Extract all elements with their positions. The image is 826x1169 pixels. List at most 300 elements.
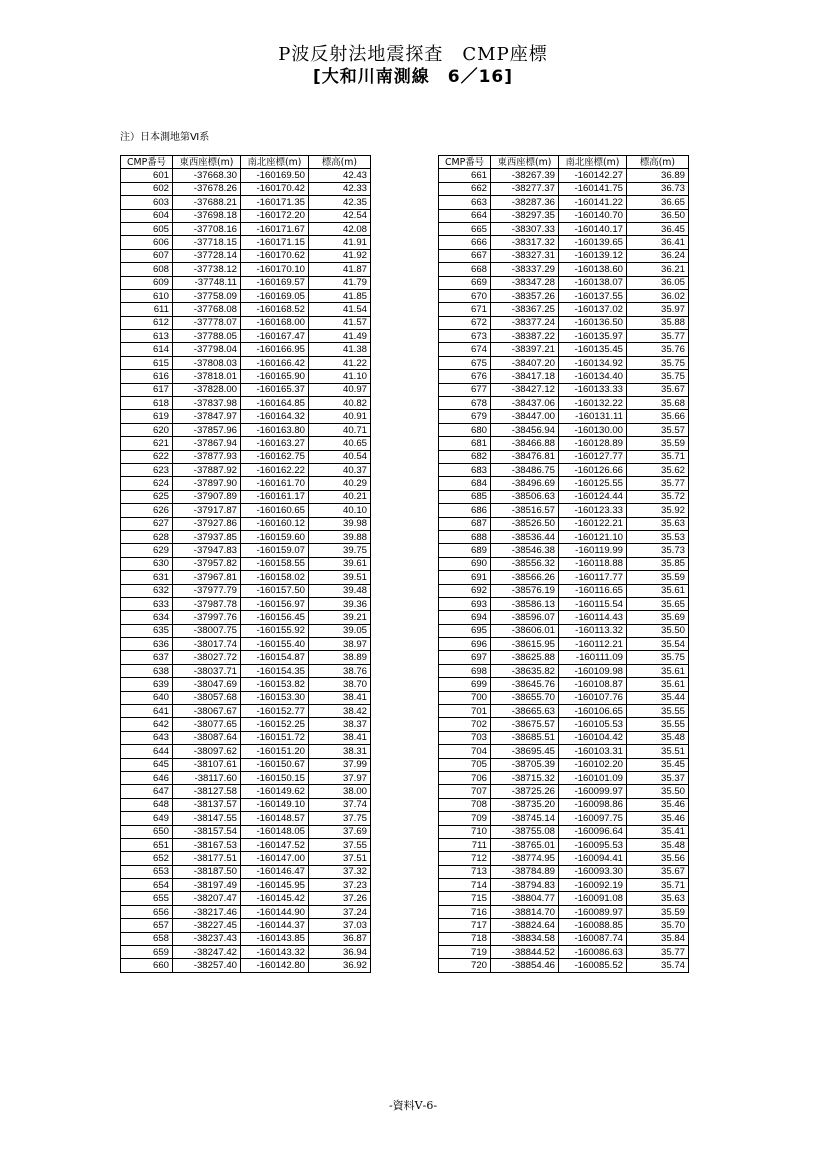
northing-cell: -160160.65	[241, 504, 309, 517]
northing-cell: -160135.97	[559, 330, 627, 343]
northing-cell: -160154.87	[241, 651, 309, 664]
elevation-cell: 35.97	[627, 303, 689, 316]
cmp-number-cell: 675	[439, 356, 491, 369]
cmp-number-cell: 718	[439, 932, 491, 945]
table-row	[121, 611, 371, 624]
northing-cell: -160087.74	[559, 932, 627, 945]
northing-cell: -160143.85	[241, 932, 309, 945]
easting-cell: -38486.75	[491, 463, 559, 476]
elevation-cell: 42.43	[309, 169, 371, 182]
easting-cell: -38127.58	[173, 785, 241, 798]
northing-cell: -160155.92	[241, 624, 309, 637]
cmp-number-cell: 709	[439, 812, 491, 825]
cmp-number-cell: 692	[439, 584, 491, 597]
table-row	[121, 879, 371, 892]
northing-cell: -160158.55	[241, 557, 309, 570]
easting-cell: -37748.11	[173, 276, 241, 289]
page-subtitle: [大和川南測線 6／16]	[312, 67, 514, 87]
easting-cell: -38596.07	[491, 611, 559, 624]
easting-cell: -37967.81	[173, 571, 241, 584]
easting-cell: -38566.26	[491, 571, 559, 584]
elevation-cell: 41.87	[309, 263, 371, 276]
easting-cell: -38397.21	[491, 343, 559, 356]
elevation-cell: 36.94	[309, 946, 371, 959]
elevation-cell: 39.61	[309, 557, 371, 570]
easting-cell: -38715.32	[491, 771, 559, 784]
table-row	[439, 330, 689, 343]
elevation-cell: 35.63	[627, 892, 689, 905]
easting-cell: -38824.64	[491, 919, 559, 932]
elevation-cell: 41.79	[309, 276, 371, 289]
cmp-number-cell: 620	[121, 423, 173, 436]
cmp-number-cell: 659	[121, 946, 173, 959]
table-row	[439, 798, 689, 811]
elevation-cell: 35.57	[627, 423, 689, 436]
northing-cell: -160167.47	[241, 330, 309, 343]
table-row	[121, 370, 371, 383]
cmp-number-cell: 618	[121, 397, 173, 410]
easting-cell: -38287.36	[491, 196, 559, 209]
northing-cell: -160142.27	[559, 169, 627, 182]
northing-cell: -160156.97	[241, 597, 309, 610]
cmp-number-cell: 700	[439, 691, 491, 704]
table-row	[121, 584, 371, 597]
northing-cell: -160103.31	[559, 745, 627, 758]
elevation-cell: 35.73	[627, 544, 689, 557]
table-row	[439, 745, 689, 758]
northing-cell: -160085.52	[559, 959, 627, 972]
northing-cell: -160145.95	[241, 879, 309, 892]
elevation-cell: 37.24	[309, 905, 371, 918]
elevation-cell: 35.77	[627, 330, 689, 343]
elevation-cell: 42.54	[309, 209, 371, 222]
easting-cell: -38167.53	[173, 838, 241, 851]
elevation-cell: 36.92	[309, 959, 371, 972]
northing-cell: -160128.89	[559, 437, 627, 450]
northing-cell: -160169.05	[241, 289, 309, 302]
table-row	[121, 959, 371, 972]
col-header-elevation: 標高(m)	[309, 156, 371, 169]
northing-cell: -160132.22	[559, 397, 627, 410]
easting-cell: -38377.24	[491, 316, 559, 329]
easting-cell: -37987.78	[173, 597, 241, 610]
table-row	[439, 611, 689, 624]
cmp-number-cell: 646	[121, 771, 173, 784]
cmp-number-cell: 640	[121, 691, 173, 704]
cmp-table-right	[438, 155, 689, 973]
elevation-cell: 40.54	[309, 450, 371, 463]
table-row	[121, 196, 371, 209]
table-row	[439, 771, 689, 784]
elevation-cell: 36.50	[627, 209, 689, 222]
easting-cell: -37997.76	[173, 611, 241, 624]
elevation-cell: 38.42	[309, 705, 371, 718]
easting-cell: -38725.26	[491, 785, 559, 798]
elevation-cell: 36.02	[627, 289, 689, 302]
table-row	[439, 437, 689, 450]
cmp-number-cell: 621	[121, 437, 173, 450]
easting-cell: -37808.03	[173, 356, 241, 369]
easting-cell: -38027.72	[173, 651, 241, 664]
northing-cell: -160144.90	[241, 905, 309, 918]
elevation-cell: 41.38	[309, 343, 371, 356]
cmp-number-cell: 630	[121, 557, 173, 570]
easting-cell: -37927.86	[173, 517, 241, 530]
northing-cell: -160139.65	[559, 236, 627, 249]
easting-cell: -37818.01	[173, 370, 241, 383]
elevation-cell: 35.76	[627, 343, 689, 356]
easting-cell: -38007.75	[173, 624, 241, 637]
table-row	[439, 624, 689, 637]
northing-cell: -160165.90	[241, 370, 309, 383]
northing-cell: -160148.57	[241, 812, 309, 825]
cmp-number-cell: 629	[121, 544, 173, 557]
table-row	[439, 597, 689, 610]
northing-cell: -160166.95	[241, 343, 309, 356]
northing-cell: -160088.85	[559, 919, 627, 932]
table-row	[121, 356, 371, 369]
table-row	[121, 517, 371, 530]
northing-cell: -160170.10	[241, 263, 309, 276]
elevation-cell: 36.89	[627, 169, 689, 182]
easting-cell: -38735.20	[491, 798, 559, 811]
elevation-cell: 35.65	[627, 597, 689, 610]
easting-cell: -37678.26	[173, 182, 241, 195]
elevation-cell: 39.36	[309, 597, 371, 610]
easting-cell: -38526.50	[491, 517, 559, 530]
northing-cell: -160158.02	[241, 571, 309, 584]
northing-cell: -160136.50	[559, 316, 627, 329]
northing-cell: -160124.44	[559, 490, 627, 503]
cmp-number-cell: 616	[121, 370, 173, 383]
table-row	[121, 798, 371, 811]
easting-cell: -37708.16	[173, 222, 241, 235]
easting-cell: -38655.70	[491, 691, 559, 704]
cmp-number-cell: 714	[439, 879, 491, 892]
table-row	[121, 423, 371, 436]
cmp-number-cell: 660	[121, 959, 173, 972]
northing-cell: -160104.42	[559, 731, 627, 744]
cmp-number-cell: 603	[121, 196, 173, 209]
table-row	[439, 370, 689, 383]
table-row	[439, 838, 689, 851]
cmp-number-cell: 691	[439, 571, 491, 584]
northing-cell: -160164.85	[241, 397, 309, 410]
northing-cell: -160089.97	[559, 905, 627, 918]
northing-cell: -160134.40	[559, 370, 627, 383]
cmp-number-cell: 615	[121, 356, 173, 369]
elevation-cell: 35.85	[627, 557, 689, 570]
northing-cell: -160131.11	[559, 410, 627, 423]
table-row	[439, 316, 689, 329]
elevation-cell: 40.71	[309, 423, 371, 436]
table-row	[439, 249, 689, 262]
northing-cell: -160144.37	[241, 919, 309, 932]
cmp-number-cell: 623	[121, 463, 173, 476]
northing-cell: -160146.47	[241, 865, 309, 878]
northing-cell: -160125.55	[559, 477, 627, 490]
table-row	[121, 303, 371, 316]
easting-cell: -38427.12	[491, 383, 559, 396]
cmp-number-cell: 654	[121, 879, 173, 892]
easting-cell: -37857.96	[173, 423, 241, 436]
table-row	[121, 383, 371, 396]
table-row	[439, 651, 689, 664]
easting-cell: -38357.26	[491, 289, 559, 302]
cmp-number-cell: 713	[439, 865, 491, 878]
elevation-cell: 40.21	[309, 490, 371, 503]
easting-cell: -38077.65	[173, 718, 241, 731]
table-row	[121, 263, 371, 276]
cmp-number-cell: 669	[439, 276, 491, 289]
elevation-cell: 37.74	[309, 798, 371, 811]
elevation-cell: 35.74	[627, 959, 689, 972]
elevation-cell: 35.54	[627, 638, 689, 651]
easting-cell: -38625.88	[491, 651, 559, 664]
table-row	[439, 758, 689, 771]
easting-cell: -38297.35	[491, 209, 559, 222]
elevation-cell: 35.55	[627, 705, 689, 718]
table-row	[439, 946, 689, 959]
northing-cell: -160130.00	[559, 423, 627, 436]
elevation-cell: 35.59	[627, 571, 689, 584]
elevation-cell: 39.75	[309, 544, 371, 557]
easting-cell: -37877.93	[173, 450, 241, 463]
northing-cell: -160168.52	[241, 303, 309, 316]
easting-cell: -38317.32	[491, 236, 559, 249]
elevation-cell: 35.63	[627, 517, 689, 530]
col-header-cmp-number: CMP番号	[121, 156, 173, 169]
easting-cell: -38804.77	[491, 892, 559, 905]
northing-cell: -160112.21	[559, 638, 627, 651]
easting-cell: -37718.15	[173, 236, 241, 249]
table-header-row	[439, 156, 689, 169]
cmp-number-cell: 699	[439, 678, 491, 691]
elevation-cell: 35.50	[627, 624, 689, 637]
cmp-number-cell: 638	[121, 664, 173, 677]
cmp-number-cell: 609	[121, 276, 173, 289]
easting-cell: -38407.20	[491, 356, 559, 369]
elevation-cell: 37.23	[309, 879, 371, 892]
cmp-number-cell: 611	[121, 303, 173, 316]
northing-cell: -160102.20	[559, 758, 627, 771]
easting-cell: -37947.83	[173, 544, 241, 557]
easting-cell: -37798.04	[173, 343, 241, 356]
table-row	[121, 731, 371, 744]
table-row	[439, 490, 689, 503]
elevation-cell: 37.32	[309, 865, 371, 878]
easting-cell: -38447.00	[491, 410, 559, 423]
elevation-cell: 35.59	[627, 905, 689, 918]
table-row	[121, 410, 371, 423]
elevation-cell: 38.37	[309, 718, 371, 731]
elevation-cell: 35.70	[627, 919, 689, 932]
easting-cell: -38635.82	[491, 664, 559, 677]
northing-cell: -160150.15	[241, 771, 309, 784]
cmp-number-cell: 653	[121, 865, 173, 878]
northing-cell: -160142.80	[241, 959, 309, 972]
northing-cell: -160119.99	[559, 544, 627, 557]
northing-cell: -160148.05	[241, 825, 309, 838]
cmp-number-cell: 693	[439, 597, 491, 610]
elevation-cell: 35.77	[627, 946, 689, 959]
elevation-cell: 35.77	[627, 477, 689, 490]
northing-cell: -160154.35	[241, 664, 309, 677]
cmp-number-cell: 619	[121, 410, 173, 423]
easting-cell: -38117.60	[173, 771, 241, 784]
northing-cell: -160091.08	[559, 892, 627, 905]
table-row	[121, 825, 371, 838]
table-row	[439, 812, 689, 825]
easting-cell: -38755.08	[491, 825, 559, 838]
cmp-number-cell: 682	[439, 450, 491, 463]
northing-cell: -160169.57	[241, 276, 309, 289]
cmp-number-cell: 707	[439, 785, 491, 798]
table-row	[121, 946, 371, 959]
elevation-cell: 42.33	[309, 182, 371, 195]
easting-cell: -37758.09	[173, 289, 241, 302]
northing-cell: -160147.00	[241, 852, 309, 865]
easting-cell: -38437.06	[491, 397, 559, 410]
easting-cell: -38774.95	[491, 852, 559, 865]
table-row	[121, 852, 371, 865]
easting-cell: -38047.69	[173, 678, 241, 691]
cmp-number-cell: 649	[121, 812, 173, 825]
table-row	[121, 705, 371, 718]
table-row	[121, 597, 371, 610]
elevation-cell: 38.31	[309, 745, 371, 758]
elevation-cell: 35.61	[627, 664, 689, 677]
cmp-number-cell: 694	[439, 611, 491, 624]
easting-cell: -38237.43	[173, 932, 241, 945]
cmp-number-cell: 637	[121, 651, 173, 664]
easting-cell: -38037.71	[173, 664, 241, 677]
elevation-cell: 40.91	[309, 410, 371, 423]
page-title: P波反射法地震探査 CMP座標	[278, 44, 548, 65]
easting-cell: -37668.30	[173, 169, 241, 182]
northing-cell: -160162.22	[241, 463, 309, 476]
easting-cell: -37828.00	[173, 383, 241, 396]
cmp-number-cell: 628	[121, 530, 173, 543]
table-row	[121, 812, 371, 825]
table-row	[439, 182, 689, 195]
table-row	[439, 932, 689, 945]
table-row	[121, 182, 371, 195]
table-row	[121, 209, 371, 222]
easting-cell: -38327.31	[491, 249, 559, 262]
cmp-number-cell: 664	[439, 209, 491, 222]
elevation-cell: 36.65	[627, 196, 689, 209]
cmp-number-cell: 606	[121, 236, 173, 249]
elevation-cell: 36.05	[627, 276, 689, 289]
elevation-cell: 39.98	[309, 517, 371, 530]
elevation-cell: 35.88	[627, 316, 689, 329]
northing-cell: -160143.32	[241, 946, 309, 959]
elevation-cell: 35.56	[627, 852, 689, 865]
northing-cell: -160152.77	[241, 705, 309, 718]
cmp-number-cell: 716	[439, 905, 491, 918]
table-row	[439, 236, 689, 249]
easting-cell: -38685.51	[491, 731, 559, 744]
cmp-number-cell: 717	[439, 919, 491, 932]
northing-cell: -160093.30	[559, 865, 627, 878]
table-row	[439, 263, 689, 276]
elevation-cell: 41.49	[309, 330, 371, 343]
elevation-cell: 35.51	[627, 745, 689, 758]
northing-cell: -160159.60	[241, 530, 309, 543]
easting-cell: -38476.81	[491, 450, 559, 463]
northing-cell: -160122.21	[559, 517, 627, 530]
cmp-number-cell: 704	[439, 745, 491, 758]
cmp-number-cell: 697	[439, 651, 491, 664]
table-row	[439, 356, 689, 369]
easting-cell: -37728.14	[173, 249, 241, 262]
elevation-cell: 35.48	[627, 731, 689, 744]
easting-cell: -37778.07	[173, 316, 241, 329]
easting-cell: -38187.50	[173, 865, 241, 878]
northing-cell: -160098.86	[559, 798, 627, 811]
table-row	[439, 397, 689, 410]
cmp-number-cell: 601	[121, 169, 173, 182]
cmp-number-cell: 605	[121, 222, 173, 235]
northing-cell: -160108.87	[559, 678, 627, 691]
northing-cell: -160086.63	[559, 946, 627, 959]
easting-cell: -38267.39	[491, 169, 559, 182]
cmp-number-cell: 657	[121, 919, 173, 932]
easting-cell: -37847.97	[173, 410, 241, 423]
easting-cell: -38854.46	[491, 959, 559, 972]
cmp-number-cell: 612	[121, 316, 173, 329]
easting-cell: -38784.89	[491, 865, 559, 878]
northing-cell: -160134.92	[559, 356, 627, 369]
northing-cell: -160151.72	[241, 731, 309, 744]
elevation-cell: 41.22	[309, 356, 371, 369]
elevation-cell: 35.37	[627, 771, 689, 784]
elevation-cell: 41.92	[309, 249, 371, 262]
elevation-cell: 41.57	[309, 316, 371, 329]
cmp-number-cell: 614	[121, 343, 173, 356]
easting-cell: -38197.49	[173, 879, 241, 892]
easting-cell: -37768.08	[173, 303, 241, 316]
elevation-cell: 36.41	[627, 236, 689, 249]
northing-cell: -160092.19	[559, 879, 627, 892]
cmp-number-cell: 678	[439, 397, 491, 410]
easting-cell: -38217.46	[173, 905, 241, 918]
table-row	[121, 330, 371, 343]
cmp-number-cell: 626	[121, 504, 173, 517]
table-row	[121, 289, 371, 302]
elevation-cell: 38.76	[309, 664, 371, 677]
elevation-cell: 38.41	[309, 691, 371, 704]
northing-cell: -160171.15	[241, 236, 309, 249]
northing-cell: -160165.37	[241, 383, 309, 396]
table-row	[439, 571, 689, 584]
cmp-number-cell: 719	[439, 946, 491, 959]
elevation-cell: 35.67	[627, 383, 689, 396]
elevation-cell: 40.82	[309, 397, 371, 410]
table-row	[121, 678, 371, 691]
table-row	[439, 731, 689, 744]
northing-cell: -160099.97	[559, 785, 627, 798]
cmp-number-cell: 661	[439, 169, 491, 182]
elevation-cell: 39.48	[309, 584, 371, 597]
elevation-cell: 39.88	[309, 530, 371, 543]
table-row	[439, 718, 689, 731]
easting-cell: -38615.95	[491, 638, 559, 651]
table-row	[439, 544, 689, 557]
cmp-number-cell: 673	[439, 330, 491, 343]
easting-cell: -38347.28	[491, 276, 559, 289]
